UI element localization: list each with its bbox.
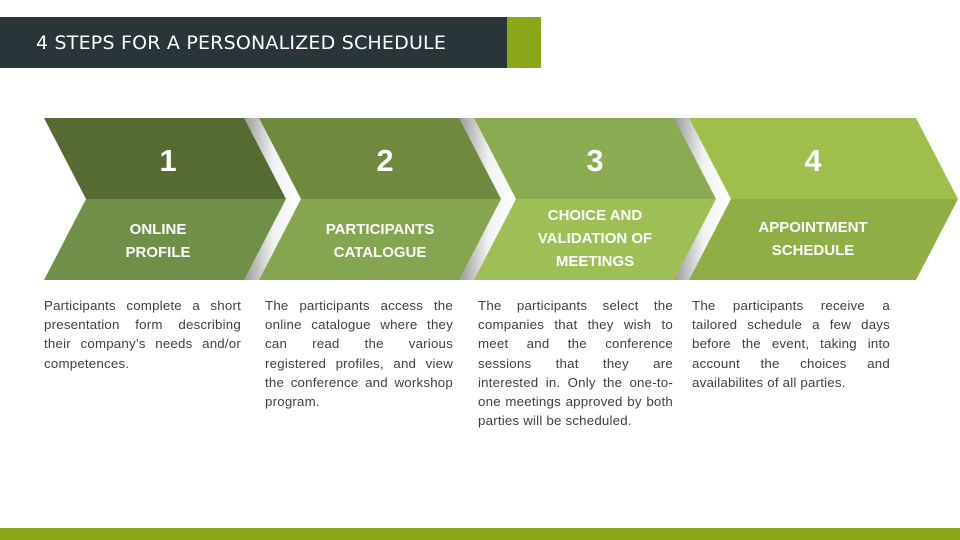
step-4-number: 4	[804, 143, 822, 178]
footer-accent-bar	[0, 528, 960, 540]
step-3-label: CHOICE AND VALIDATION OF MEETINGS	[537, 207, 653, 270]
step-1-description: Participants complete a short presentation form describing their company’s needs and/or competences.	[44, 298, 241, 371]
step-3-description: The participants select the companies that they wish to meet and the conference sessions that they are interested in. Only the one-to-one meetings approved by both parties will be scheduled.	[478, 298, 673, 429]
step-4-description: The participants receive a tailored schedule a few days before the event, taking into account the choices and availabilites of all parties.	[692, 298, 890, 390]
page-title: 4 STEPS FOR A PERSONALIZED SCHEDULE	[36, 32, 447, 54]
step-1-label: ONLINE PROFILE	[125, 221, 191, 261]
step-2-description: The participants access the online catalogue where they can read the various registered profiles, and view the conference and workshop program.	[265, 298, 453, 410]
step-1-number: 1	[159, 143, 177, 178]
step-2-label: PARTICIPANTS CATALOGUE	[325, 221, 435, 261]
step-2-number: 2	[376, 143, 394, 178]
step-3-number: 3	[586, 143, 604, 178]
step-4-label: APPOINTMENT SCHEDULE	[758, 219, 868, 259]
